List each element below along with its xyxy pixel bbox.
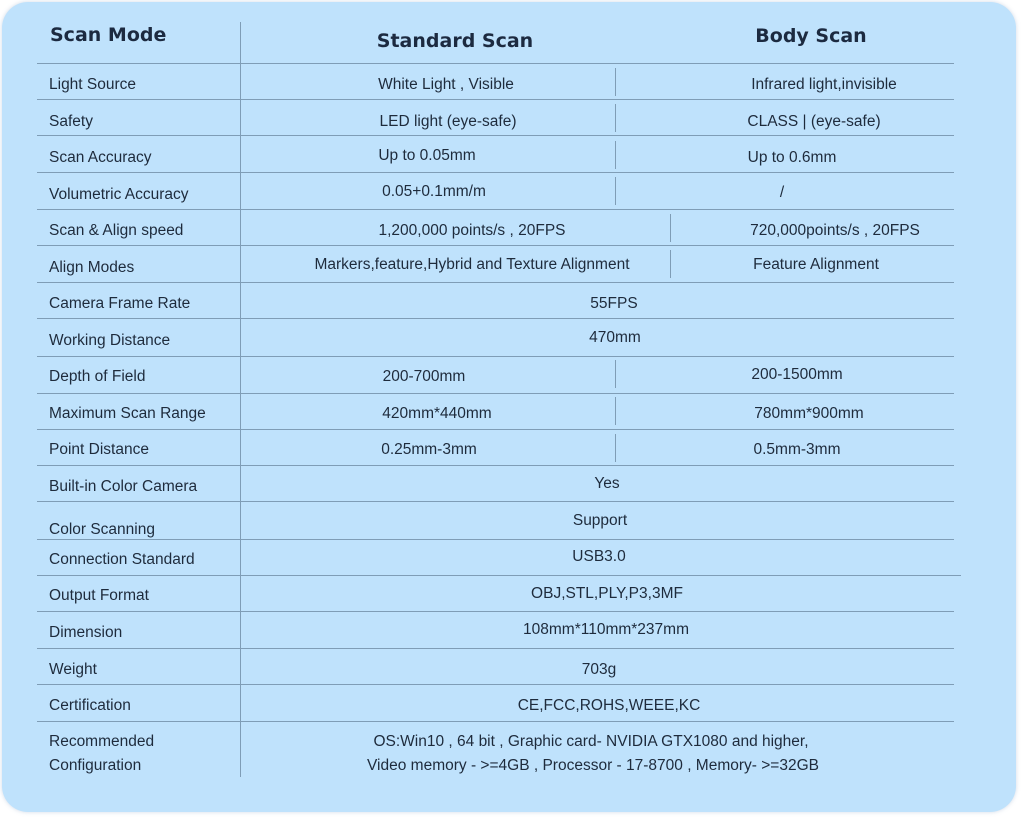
value-column-divider [615,360,616,388]
row-label-color-scanning: Color Scanning [49,521,155,538]
value-column-divider [615,177,616,205]
row-divider [37,721,954,722]
value-weight: 703g [581,661,617,678]
value-recommended-configuration-line1: OS:Win10 , 64 bit , Graphic card- NVIDIA GTX1080 and higher, [373,733,809,750]
header-scan-mode: Scan Mode [50,24,167,46]
value-column-divider [670,250,671,278]
value-working-distance: 470mm [589,329,641,346]
value-column-divider [615,68,616,96]
row-divider [37,245,954,246]
spec-table-card [2,2,1016,812]
row-label-maximum-scan-range: Maximum Scan Range [49,405,206,422]
standard-value-safety: LED light (eye-safe) [379,113,517,130]
row-divider [37,648,954,649]
row-label-output-format: Output Format [49,587,149,604]
row-label-camera-frame-rate: Camera Frame Rate [49,295,191,312]
value-column-divider [615,141,616,169]
value-color-scanning: Support [572,512,628,529]
row-label-safety: Safety [49,113,93,130]
row-label-light-source: Light Source [49,76,137,93]
row-divider [37,393,954,394]
row-label-dimension: Dimension [49,624,123,641]
row-label-point-distance: Point Distance [49,441,149,458]
row-label-configuration: Configuration [49,757,142,774]
body-value-maximum-scan-range: 780mm*900mm [754,405,864,422]
value-column-divider [670,214,671,242]
body-value-scan-accuracy: Up to 0.6mm [747,149,837,166]
standard-value-scan-accuracy: Up to 0.05mm [378,147,476,164]
row-divider [37,575,961,576]
row-divider [37,63,954,64]
row-divider [37,172,954,173]
row-label-built-in-color-camera: Built-in Color Camera [49,478,198,495]
row-label-volumetric-accuracy: Volumetric Accuracy [49,186,189,203]
standard-value-scan-align-speed: 1,200,000 points/s , 20FPS [378,222,566,239]
body-value-light-source: Infrared light,invisible [751,76,897,93]
row-label-connection-standard: Connection Standard [49,551,195,568]
standard-value-align-modes: Markers,feature,Hybrid and Texture Alignment [314,256,630,273]
value-output-format: OBJ,STL,PLY,P3,3MF [531,585,683,602]
standard-value-light-source: White Light , Visible [378,76,514,93]
row-label-weight: Weight [49,661,97,678]
value-certification: CE,FCC,ROHS,WEEE,KC [517,697,701,714]
value-camera-frame-rate: 55FPS [590,295,638,312]
header-standard-scan: Standard Scan [376,30,534,52]
row-label-scan-accuracy: Scan Accuracy [49,149,152,166]
row-divider [37,135,954,136]
standard-value-volumetric-accuracy: 0.05+0.1mm/m [382,183,486,200]
row-divider [37,429,954,430]
row-label-certification: Certification [49,697,131,714]
row-label-recommended: Recommended [49,733,155,750]
value-column-divider [615,104,616,132]
row-label-scan-align-speed: Scan & Align speed [49,222,184,239]
value-built-in-color-camera: Yes [594,475,620,492]
value-connection-standard: USB3.0 [572,548,626,565]
value-column-divider [615,397,616,425]
body-value-depth-of-field: 200-1500mm [751,366,843,383]
standard-value-depth-of-field: 200-700mm [382,368,466,385]
row-divider [37,318,954,319]
row-divider [37,209,954,210]
row-divider [37,356,954,357]
row-divider [37,465,954,466]
row-label-align-modes: Align Modes [49,259,135,276]
body-value-safety: CLASS | (eye-safe) [747,113,881,130]
row-divider [37,501,954,502]
body-value-volumetric-accuracy: / [779,184,785,201]
row-divider [37,539,954,540]
standard-value-maximum-scan-range: 420mm*440mm [382,405,492,422]
row-label-depth-of-field: Depth of Field [49,368,146,385]
header-body-scan: Body Scan [755,25,867,47]
row-divider [37,282,954,283]
value-recommended-configuration-line2: Video memory - >=4GB , Processor - 17-8700 , Memory- >=32GB [367,757,819,774]
body-value-point-distance: 0.5mm-3mm [753,441,841,458]
value-dimension: 108mm*110mm*237mm [523,621,689,638]
body-value-align-modes: Feature Alignment [753,256,879,273]
standard-value-point-distance: 0.25mm-3mm [381,441,477,458]
body-value-scan-align-speed: 720,000points/s , 20FPS [750,222,920,239]
row-label-working-distance: Working Distance [49,332,171,349]
row-divider [37,611,954,612]
value-column-divider [615,434,616,462]
row-divider [37,99,954,100]
row-divider [37,684,954,685]
